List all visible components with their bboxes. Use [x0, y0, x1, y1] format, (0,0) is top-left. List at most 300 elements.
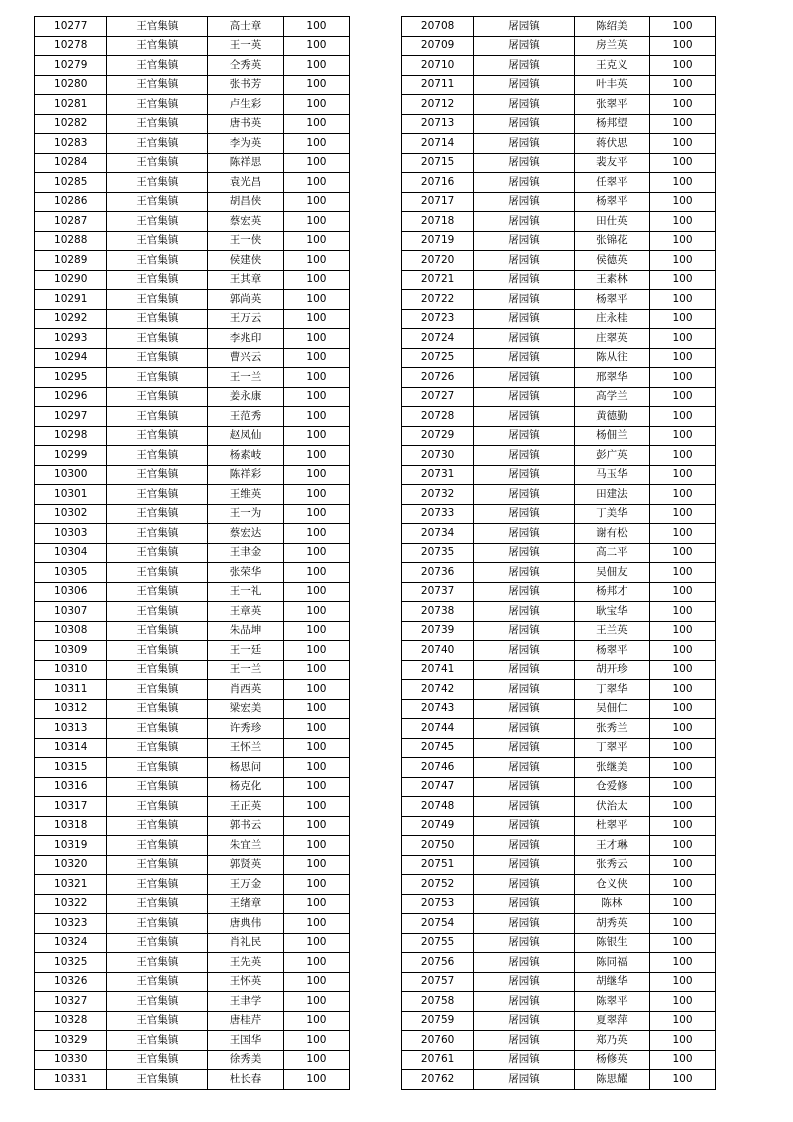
serial-number-cell: 10322: [35, 894, 107, 914]
town-cell: 屠园镇: [474, 992, 574, 1012]
table-row: [402, 1011, 716, 1031]
name-cell: 张秀兰: [574, 719, 649, 739]
town-cell: 王官集镇: [107, 368, 208, 388]
name-cell: 陈同福: [574, 953, 649, 973]
table-row: [402, 134, 716, 154]
town-cell: 屠园镇: [474, 816, 574, 836]
table-row: [35, 270, 350, 290]
town-cell: 王官集镇: [107, 114, 208, 134]
serial-number-cell: 20744: [402, 719, 474, 739]
serial-number-cell: 20749: [402, 816, 474, 836]
table-row: [402, 797, 716, 817]
town-cell: 屠园镇: [474, 270, 574, 290]
table-row: [402, 270, 716, 290]
table-row: [35, 1070, 350, 1090]
name-cell: 王兰英: [574, 621, 649, 641]
serial-number-cell: 20732: [402, 485, 474, 505]
name-cell: 王维英: [208, 485, 284, 505]
town-cell: 王官集镇: [107, 446, 208, 466]
serial-number-cell: 10305: [35, 563, 107, 583]
table-row: [402, 1070, 716, 1090]
town-cell: 王官集镇: [107, 17, 208, 37]
town-cell: 屠园镇: [474, 933, 574, 953]
serial-number-cell: 10309: [35, 641, 107, 661]
name-cell: 杨翠平: [574, 641, 649, 661]
table-row: [35, 426, 350, 446]
amount-cell: 100: [283, 504, 349, 524]
name-cell: 陈祥彩: [208, 465, 284, 485]
town-cell: 王官集镇: [107, 602, 208, 622]
name-cell: 唐书英: [208, 114, 284, 134]
amount-cell: 100: [283, 855, 349, 875]
serial-number-cell: 10313: [35, 719, 107, 739]
name-cell: 丁翠平: [574, 738, 649, 758]
table-row: [402, 1031, 716, 1051]
name-cell: 杨克化: [208, 777, 284, 797]
name-cell: 王其章: [208, 270, 284, 290]
table-row: [402, 290, 716, 310]
town-cell: 屠园镇: [474, 75, 574, 95]
name-cell: 唐典伟: [208, 914, 284, 934]
town-cell: 屠园镇: [474, 543, 574, 563]
serial-number-cell: 20757: [402, 972, 474, 992]
name-cell: 吴佃仁: [574, 699, 649, 719]
amount-cell: 100: [650, 719, 716, 739]
name-cell: 黄德勤: [574, 407, 649, 427]
table-row: [402, 329, 716, 349]
serial-number-cell: 10327: [35, 992, 107, 1012]
name-cell: 房兰英: [574, 36, 649, 56]
amount-cell: 100: [650, 309, 716, 329]
name-cell: 朱品坤: [208, 621, 284, 641]
name-cell: 杨翠平: [574, 192, 649, 212]
town-cell: 屠园镇: [474, 153, 574, 173]
table-row: [35, 582, 350, 602]
table-row: [35, 1011, 350, 1031]
table-row: [402, 621, 716, 641]
table-row: [402, 816, 716, 836]
table-row: [402, 173, 716, 193]
name-cell: 王聿学: [208, 992, 284, 1012]
serial-number-cell: 10299: [35, 446, 107, 466]
town-cell: 王官集镇: [107, 231, 208, 251]
table-row: [35, 933, 350, 953]
amount-cell: 100: [650, 836, 716, 856]
serial-number-cell: 20716: [402, 173, 474, 193]
town-cell: 王官集镇: [107, 212, 208, 232]
serial-number-cell: 20759: [402, 1011, 474, 1031]
town-cell: 屠园镇: [474, 212, 574, 232]
table-row: [402, 836, 716, 856]
amount-cell: 100: [650, 407, 716, 427]
amount-cell: 100: [650, 485, 716, 505]
town-cell: 王官集镇: [107, 836, 208, 856]
amount-cell: 100: [283, 387, 349, 407]
amount-cell: 100: [650, 465, 716, 485]
serial-number-cell: 10328: [35, 1011, 107, 1031]
table-row: [35, 972, 350, 992]
table-row: [35, 699, 350, 719]
amount-cell: 100: [283, 738, 349, 758]
table-row: [35, 816, 350, 836]
serial-number-cell: 20760: [402, 1031, 474, 1051]
amount-cell: 100: [283, 563, 349, 583]
amount-cell: 100: [650, 543, 716, 563]
table-row: [35, 563, 350, 583]
serial-number-cell: 10286: [35, 192, 107, 212]
table-row: [35, 719, 350, 739]
serial-number-cell: 20717: [402, 192, 474, 212]
table-row: [402, 504, 716, 524]
serial-number-cell: 20711: [402, 75, 474, 95]
name-cell: 王先英: [208, 953, 284, 973]
table-row: [402, 114, 716, 134]
table-row: [35, 953, 350, 973]
name-cell: 王聿金: [208, 543, 284, 563]
name-cell: 陈绍美: [574, 17, 649, 37]
name-cell: 郑乃英: [574, 1031, 649, 1051]
serial-number-cell: 20756: [402, 953, 474, 973]
amount-cell: 100: [650, 797, 716, 817]
amount-cell: 100: [650, 212, 716, 232]
serial-number-cell: 10304: [35, 543, 107, 563]
amount-cell: 100: [283, 270, 349, 290]
name-cell: 任翠平: [574, 173, 649, 193]
name-cell: 王章英: [208, 602, 284, 622]
serial-number-cell: 10320: [35, 855, 107, 875]
serial-number-cell: 20747: [402, 777, 474, 797]
serial-number-cell: 20735: [402, 543, 474, 563]
table-row: [35, 56, 350, 76]
amount-cell: 100: [283, 621, 349, 641]
table-row: [402, 1050, 716, 1070]
table-row: [35, 114, 350, 134]
amount-cell: 100: [283, 212, 349, 232]
amount-cell: 100: [283, 699, 349, 719]
name-cell: 胡继华: [574, 972, 649, 992]
table-row: [35, 465, 350, 485]
serial-number-cell: 20718: [402, 212, 474, 232]
table-row: [35, 894, 350, 914]
serial-number-cell: 20736: [402, 563, 474, 583]
town-cell: 屠园镇: [474, 251, 574, 271]
name-cell: 肖礼民: [208, 933, 284, 953]
amount-cell: 100: [650, 114, 716, 134]
amount-cell: 100: [650, 95, 716, 115]
amount-cell: 100: [283, 36, 349, 56]
name-cell: 张锦花: [574, 231, 649, 251]
amount-cell: 100: [283, 719, 349, 739]
serial-number-cell: 10293: [35, 329, 107, 349]
amount-cell: 100: [283, 816, 349, 836]
name-cell: 胡秀英: [574, 914, 649, 934]
table-row: [402, 543, 716, 563]
name-cell: 郭贤英: [208, 855, 284, 875]
amount-cell: 100: [650, 972, 716, 992]
serial-number-cell: 10300: [35, 465, 107, 485]
table-row: [402, 426, 716, 446]
name-cell: 庄翠英: [574, 329, 649, 349]
amount-cell: 100: [283, 797, 349, 817]
name-cell: 谢有松: [574, 524, 649, 544]
amount-cell: 100: [650, 621, 716, 641]
town-cell: 屠园镇: [474, 36, 574, 56]
serial-number-cell: 10310: [35, 660, 107, 680]
name-cell: 胡开珍: [574, 660, 649, 680]
town-cell: 王官集镇: [107, 719, 208, 739]
name-cell: 李兆印: [208, 329, 284, 349]
table-row: [402, 212, 716, 232]
amount-cell: 100: [283, 95, 349, 115]
table-row: [402, 699, 716, 719]
serial-number-cell: 20728: [402, 407, 474, 427]
table-row: [35, 212, 350, 232]
town-cell: 屠园镇: [474, 621, 574, 641]
town-cell: 屠园镇: [474, 738, 574, 758]
name-cell: 杨翠平: [574, 290, 649, 310]
serial-number-cell: 20743: [402, 699, 474, 719]
town-cell: 王官集镇: [107, 95, 208, 115]
town-cell: 屠园镇: [474, 329, 574, 349]
name-cell: 陈从往: [574, 348, 649, 368]
town-cell: 王官集镇: [107, 953, 208, 973]
serial-number-cell: 20737: [402, 582, 474, 602]
town-cell: 屠园镇: [474, 504, 574, 524]
table-row: [35, 329, 350, 349]
serial-number-cell: 10294: [35, 348, 107, 368]
serial-number-cell: 20745: [402, 738, 474, 758]
table-row: [35, 504, 350, 524]
amount-cell: 100: [650, 1011, 716, 1031]
name-cell: 杨邦才: [574, 582, 649, 602]
table-row: [402, 485, 716, 505]
town-cell: 王官集镇: [107, 270, 208, 290]
table-row: [402, 563, 716, 583]
town-cell: 屠园镇: [474, 290, 574, 310]
table-row: [35, 680, 350, 700]
table-row: [402, 348, 716, 368]
town-cell: 屠园镇: [474, 875, 574, 895]
table-row: [402, 56, 716, 76]
name-cell: 杨佃兰: [574, 426, 649, 446]
name-cell: 蒋伏思: [574, 134, 649, 154]
name-cell: 王素林: [574, 270, 649, 290]
amount-cell: 100: [283, 485, 349, 505]
name-cell: 叶丰英: [574, 75, 649, 95]
serial-number-cell: 10289: [35, 251, 107, 271]
town-cell: 屠园镇: [474, 680, 574, 700]
town-cell: 王官集镇: [107, 660, 208, 680]
name-cell: 王怀英: [208, 972, 284, 992]
serial-number-cell: 20724: [402, 329, 474, 349]
serial-number-cell: 10287: [35, 212, 107, 232]
name-cell: 姜永康: [208, 387, 284, 407]
town-cell: 屠园镇: [474, 426, 574, 446]
serial-number-cell: 10282: [35, 114, 107, 134]
town-cell: 屠园镇: [474, 894, 574, 914]
table-row: [35, 192, 350, 212]
town-cell: 王官集镇: [107, 680, 208, 700]
amount-cell: 100: [650, 641, 716, 661]
serial-number-cell: 20725: [402, 348, 474, 368]
name-cell: 蔡宏英: [208, 212, 284, 232]
serial-number-cell: 10277: [35, 17, 107, 37]
serial-number-cell: 20746: [402, 758, 474, 778]
name-cell: 陈银生: [574, 933, 649, 953]
table-row: [402, 95, 716, 115]
amount-cell: 100: [283, 446, 349, 466]
amount-cell: 100: [283, 602, 349, 622]
town-cell: 王官集镇: [107, 1070, 208, 1090]
amount-cell: 100: [283, 309, 349, 329]
name-cell: 王正英: [208, 797, 284, 817]
serial-number-cell: 20731: [402, 465, 474, 485]
name-cell: 王万云: [208, 309, 284, 329]
town-cell: 王官集镇: [107, 173, 208, 193]
serial-number-cell: 10312: [35, 699, 107, 719]
serial-number-cell: 10295: [35, 368, 107, 388]
name-cell: 陈思耀: [574, 1070, 649, 1090]
town-cell: 王官集镇: [107, 914, 208, 934]
town-cell: 屠园镇: [474, 524, 574, 544]
serial-number-cell: 20734: [402, 524, 474, 544]
amount-cell: 100: [283, 348, 349, 368]
name-cell: 王一英: [208, 36, 284, 56]
serial-number-cell: 10316: [35, 777, 107, 797]
table-row: [35, 602, 350, 622]
amount-cell: 100: [650, 387, 716, 407]
town-cell: 王官集镇: [107, 387, 208, 407]
serial-number-cell: 10279: [35, 56, 107, 76]
table-row: [35, 1050, 350, 1070]
serial-number-cell: 10283: [35, 134, 107, 154]
name-cell: 王一兰: [208, 660, 284, 680]
table-row: [35, 153, 350, 173]
table-row: [35, 95, 350, 115]
serial-number-cell: 10301: [35, 485, 107, 505]
name-cell: 张荣华: [208, 563, 284, 583]
amount-cell: 100: [283, 933, 349, 953]
amount-cell: 100: [283, 290, 349, 310]
town-cell: 王官集镇: [107, 1050, 208, 1070]
name-cell: 卢生彩: [208, 95, 284, 115]
table-row: [35, 914, 350, 934]
amount-cell: 100: [650, 953, 716, 973]
name-cell: 许秀珍: [208, 719, 284, 739]
name-cell: 杨思问: [208, 758, 284, 778]
serial-number-cell: 20709: [402, 36, 474, 56]
serial-number-cell: 20750: [402, 836, 474, 856]
name-cell: 王绪章: [208, 894, 284, 914]
table-row: [402, 855, 716, 875]
name-cell: 丁美华: [574, 504, 649, 524]
name-cell: 曹兴云: [208, 348, 284, 368]
table-row: [402, 17, 716, 37]
town-cell: 王官集镇: [107, 582, 208, 602]
town-cell: 屠园镇: [474, 777, 574, 797]
amount-cell: 100: [283, 914, 349, 934]
amount-cell: 100: [650, 270, 716, 290]
town-cell: 屠园镇: [474, 465, 574, 485]
table-row: [35, 1031, 350, 1051]
town-cell: 屠园镇: [474, 1011, 574, 1031]
town-cell: 屠园镇: [474, 348, 574, 368]
name-cell: 高士章: [208, 17, 284, 37]
town-cell: 王官集镇: [107, 426, 208, 446]
name-cell: 王国华: [208, 1031, 284, 1051]
serial-number-cell: 10311: [35, 680, 107, 700]
serial-number-cell: 10296: [35, 387, 107, 407]
town-cell: 屠园镇: [474, 407, 574, 427]
town-cell: 屠园镇: [474, 914, 574, 934]
name-cell: 王一兰: [208, 368, 284, 388]
town-cell: 屠园镇: [474, 758, 574, 778]
town-cell: 屠园镇: [474, 1070, 574, 1090]
name-cell: 丁翠华: [574, 680, 649, 700]
amount-cell: 100: [650, 855, 716, 875]
town-cell: 屠园镇: [474, 563, 574, 583]
town-cell: 王官集镇: [107, 465, 208, 485]
amount-cell: 100: [283, 680, 349, 700]
name-cell: 侯建侠: [208, 251, 284, 271]
amount-cell: 100: [283, 1050, 349, 1070]
town-cell: 王官集镇: [107, 1031, 208, 1051]
table-row: [35, 17, 350, 37]
town-cell: 屠园镇: [474, 95, 574, 115]
amount-cell: 100: [283, 368, 349, 388]
serial-number-cell: 10303: [35, 524, 107, 544]
town-cell: 屠园镇: [474, 17, 574, 37]
name-cell: 吴佃友: [574, 563, 649, 583]
serial-number-cell: 20730: [402, 446, 474, 466]
amount-cell: 100: [283, 972, 349, 992]
town-cell: 王官集镇: [107, 309, 208, 329]
serial-number-cell: 10281: [35, 95, 107, 115]
amount-cell: 100: [650, 992, 716, 1012]
table-row: [402, 641, 716, 661]
table-row: [402, 992, 716, 1012]
amount-cell: 100: [650, 426, 716, 446]
serial-number-cell: 20751: [402, 855, 474, 875]
town-cell: 屠园镇: [474, 134, 574, 154]
town-cell: 屠园镇: [474, 719, 574, 739]
town-cell: 屠园镇: [474, 446, 574, 466]
serial-number-cell: 10329: [35, 1031, 107, 1051]
amount-cell: 100: [283, 17, 349, 37]
amount-cell: 100: [650, 329, 716, 349]
serial-number-cell: 10285: [35, 173, 107, 193]
name-cell: 梁宏美: [208, 699, 284, 719]
amount-cell: 100: [650, 348, 716, 368]
table-row: [402, 914, 716, 934]
serial-number-cell: 20710: [402, 56, 474, 76]
town-cell: 屠园镇: [474, 582, 574, 602]
amount-cell: 100: [650, 777, 716, 797]
name-cell: 伏治太: [574, 797, 649, 817]
amount-cell: 100: [650, 56, 716, 76]
amount-cell: 100: [650, 602, 716, 622]
serial-number-cell: 20762: [402, 1070, 474, 1090]
name-cell: 胡昌侠: [208, 192, 284, 212]
serial-number-cell: 20715: [402, 153, 474, 173]
amount-cell: 100: [650, 75, 716, 95]
amount-cell: 100: [650, 933, 716, 953]
amount-cell: 100: [283, 777, 349, 797]
serial-number-cell: 10317: [35, 797, 107, 817]
table-row: [35, 485, 350, 505]
serial-number-cell: 20755: [402, 933, 474, 953]
serial-number-cell: 20740: [402, 641, 474, 661]
